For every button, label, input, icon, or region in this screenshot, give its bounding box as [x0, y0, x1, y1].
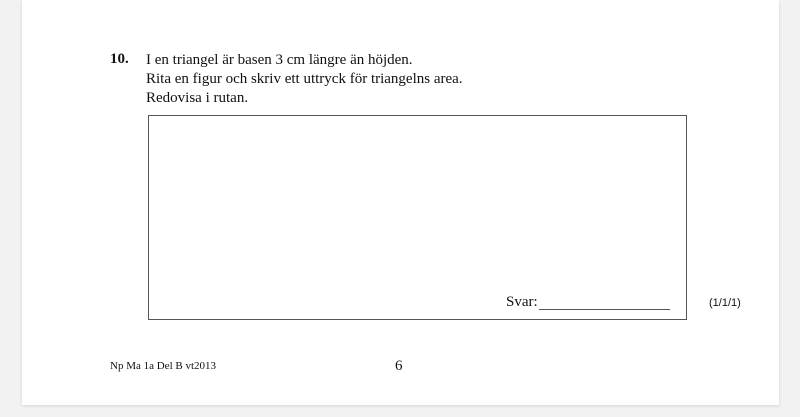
- answer-line[interactable]: [539, 309, 670, 310]
- footer-exam-code: Np Ma 1a Del B vt2013: [110, 360, 217, 372]
- question-line-3: Redovisa i rutan.: [146, 90, 249, 106]
- question-line-1: I en triangel är basen 3 cm längre än höjden.: [146, 52, 413, 68]
- question-text: [146, 51, 463, 108]
- exam-page: [22, 0, 779, 405]
- answer-label: Svar:: [506, 294, 538, 310]
- points-indicator: (1/1/1): [709, 297, 741, 309]
- answer-box[interactable]: [148, 115, 687, 320]
- question-number: 10.: [110, 51, 129, 67]
- page-number: 6: [395, 358, 403, 374]
- question-line-2: Rita en figur och skriv ett uttryck för triangelns area.: [146, 71, 463, 87]
